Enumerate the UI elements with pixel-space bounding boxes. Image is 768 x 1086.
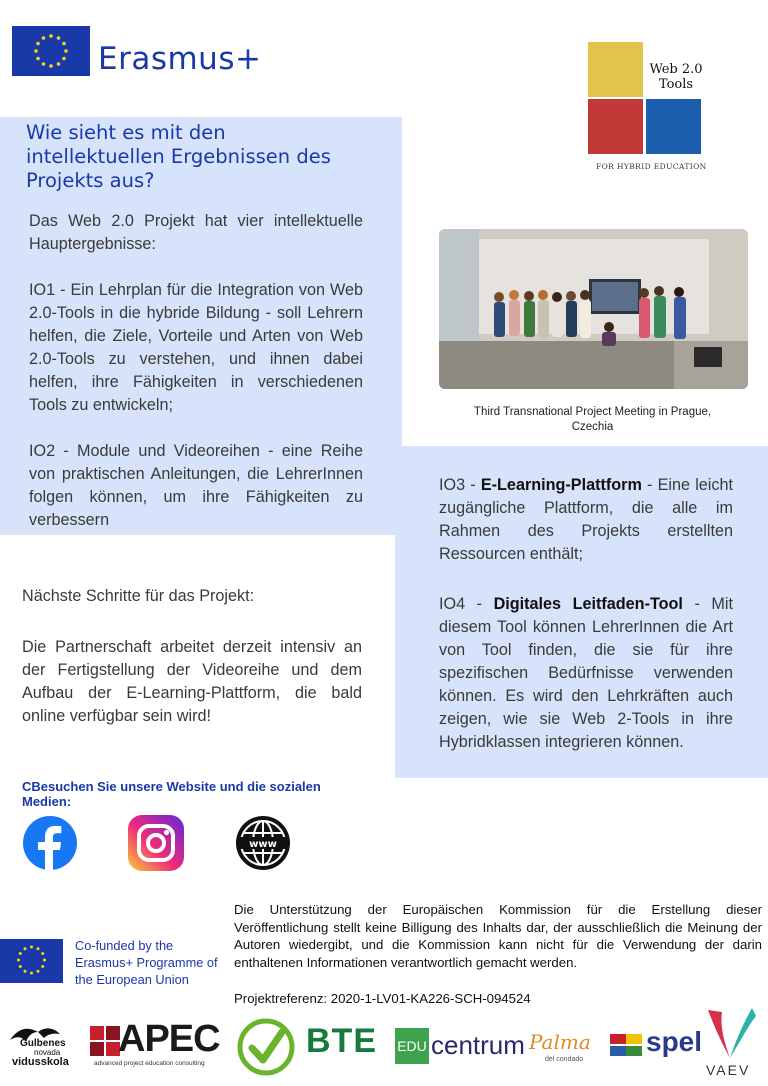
next-steps-text: Die Partnerschaft arbeitet derzeit intensiv an der Fertigstellung der Videoreihe und dem Aufbau der E-Learning-Plattform, die bald online verfügbar sein wird! — [22, 638, 362, 725]
logo-blue-square — [646, 99, 701, 154]
apec-cube-icon — [88, 1024, 122, 1058]
io3-text: - Eine leicht zugängliche Plattform, die alle im Rahmen des Projekts erstellten Ressourcen enthält; — [439, 476, 733, 563]
check-logo-icon — [236, 1018, 296, 1076]
logo-title: Web 2.0 Tools — [649, 62, 703, 92]
logo-red-square — [588, 99, 643, 154]
eu-flag-small-icon — [0, 939, 63, 983]
svg-text:www: www — [249, 839, 277, 850]
apec-subtitle: advanced project education consulting — [94, 1060, 205, 1067]
facebook-icon[interactable] — [22, 814, 78, 872]
intro-paragraph: Das Web 2.0 Projekt hat vier intellektuelle Hauptergebnisse: — [29, 212, 363, 253]
gulbene-line2: novada — [34, 1048, 61, 1057]
meeting-photo — [439, 229, 748, 389]
logo-yellow-square — [588, 42, 643, 97]
vaev-logo — [700, 1006, 760, 1080]
io4-prefix: IO4 - — [439, 595, 494, 613]
logo-subtitle: FOR HYBRID EDUCATION — [596, 162, 707, 171]
io3-paragraph — [439, 474, 733, 566]
web20-tools-logo — [588, 42, 706, 182]
gulbene-line3: vidusskola — [12, 1056, 69, 1068]
gulbene-logo — [8, 1022, 80, 1074]
website-globe-icon[interactable] — [234, 814, 290, 872]
spel-flags-icon — [610, 1030, 644, 1064]
spel-text: spel — [646, 1026, 703, 1057]
project-reference: Projektreferenz: 2020-1-LV01-KA226-SCH-094524 — [234, 991, 531, 1006]
erasmus-plus-logo: Erasmus+ — [98, 41, 262, 77]
instagram-icon[interactable] — [127, 814, 183, 872]
gulbene-line1: Gulbenes — [20, 1038, 66, 1049]
disclaimer-text: Die Unterstützung der Europäischen Kommission für die Erstellung dieser Veröffentlichung stellt keine Billigung des Inhalts dar, der ausschließlich die Meinung der Autoren wiedergibt, und die Kommission kann nicht für die Verwendung der darin enthaltenen Informationen verantwortlich gemacht werden. — [234, 902, 762, 970]
io4-paragraph — [439, 593, 733, 754]
visit-website-text: CBesuchen Sie unsere Website und die sozialen Medien: — [22, 779, 321, 809]
eu-flag-icon — [12, 26, 90, 76]
apec-logo — [88, 1020, 236, 1072]
apec-wordmark: APEC — [118, 1018, 220, 1060]
vaev-text: VAEV — [706, 1062, 751, 1078]
io4-title: Digitales Leitfaden-Tool — [493, 595, 683, 613]
page-title: Wie sieht es mit den intellektuellen Ergebnissen des Projekts aus? — [26, 121, 331, 192]
spel-logo — [610, 1026, 703, 1068]
educentrum-logo — [395, 1028, 525, 1068]
palma-text: Palma — [529, 1030, 591, 1054]
photo-caption: Third Transnational Project Meeting in Prague, Czechia — [473, 406, 712, 433]
centrum-text: centrum — [431, 1030, 525, 1060]
io1-paragraph: IO1 - Ein Lehrplan für die Integration von Web 2.0-Tools in die hybride Bildung - soll Lehrern helfen, die Ziele, Vorteile und Arten von Web 2.0-Tools zu verstehen, und ihnen dabei helfen, ihre Fähigkeiten in verschiedenen Tools zu entwickeln; — [29, 281, 363, 414]
edu-box: EDU — [395, 1028, 429, 1064]
io4-text: - Mit diesem Tool können LehrerInnen die Art von Tool finden, die sie für ihre spezifischen Bedürfnisse verwenden können. Es wird den Lehrkräften auch zeigen, wie sie Web 2-Tools in ihre Hybridklassen integrieren können. — [439, 595, 733, 751]
io3-title: E-Learning-Plattform — [480, 476, 642, 494]
palma-subtitle: del condado — [545, 1056, 584, 1063]
io2-paragraph: IO2 - Module und Videoreihen - eine Reihe von praktischen Anleitungen, die LehrerInnen folgen können, um ihre Fähigkeiten zu verbessern — [29, 442, 363, 529]
palma-logo — [525, 1026, 605, 1068]
io3-prefix: IO3 - — [439, 476, 481, 494]
vaev-v-icon — [700, 1006, 760, 1062]
cofunded-text: Co-funded by the Erasmus+ Programme of the European Union — [75, 938, 218, 987]
next-steps-heading: Nächste Schritte für das Projekt: — [22, 587, 255, 605]
bte-logo: BTE — [306, 1022, 377, 1060]
